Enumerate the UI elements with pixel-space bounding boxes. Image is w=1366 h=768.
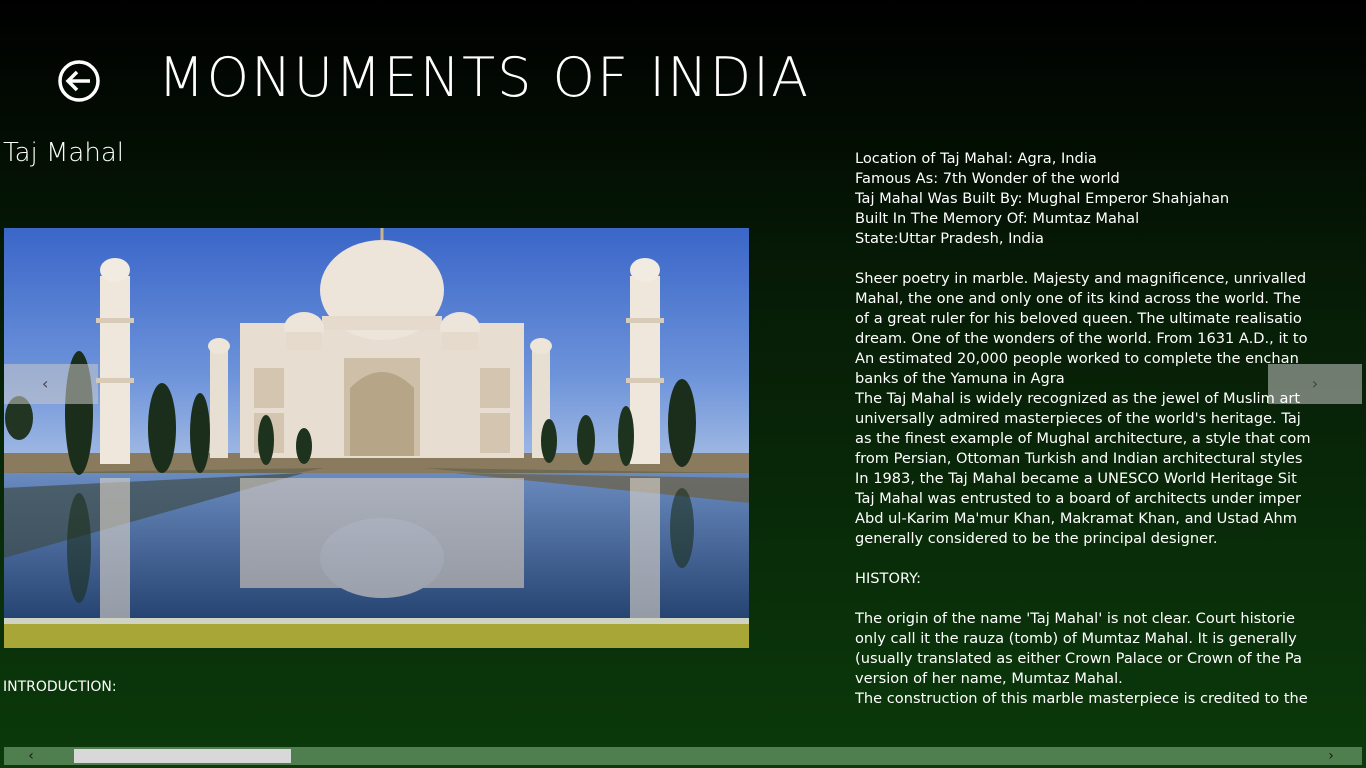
history-line: (usually translated as either Crown Palace or Crown of the Pa [855, 650, 1302, 667]
fact-line: Famous As: 7th Wonder of the world [855, 170, 1120, 187]
scroll-right-button[interactable]: › [1328, 748, 1334, 764]
intro-line: Sheer poetry in marble. Majesty and magnificence, unrivalled [855, 270, 1307, 287]
facts-block [855, 149, 1366, 249]
fact-line: Taj Mahal Was Built By: Mughal Emperor Shahjahan [855, 190, 1230, 207]
back-button[interactable] [51, 59, 101, 99]
flipview-next-button[interactable]: › [1268, 364, 1362, 404]
intro-line: An estimated 20,000 people worked to complete the enchan [855, 350, 1299, 367]
history-line: only call it the rauza (tomb) of Mumtaz Mahal. It is generally [855, 630, 1297, 647]
item-title: Taj Mahal [3, 138, 124, 168]
intro-line: universally admired masterpieces of the world's heritage. Taj [855, 410, 1301, 427]
intro-line: The Taj Mahal is widely recognized as the jewel of Muslim art [855, 390, 1301, 407]
introduction-label: INTRODUCTION: [3, 679, 117, 695]
spacer [855, 249, 1366, 269]
scrollbar-thumb[interactable] [74, 749, 291, 763]
history-line: The origin of the name 'Taj Mahal' is not clear. Court historie [855, 610, 1295, 627]
taj-mahal-image [4, 228, 749, 648]
history-line: version of her name, Mumtaz Mahal. [855, 670, 1123, 687]
intro-line: In 1983, the Taj Mahal became a UNESCO World Heritage Sit [855, 470, 1297, 487]
intro-line: Abd ul-Karim Ma'mur Khan, Makramat Khan, and Ustad Ahm [855, 510, 1297, 527]
flipview-prev-button[interactable]: ‹ [4, 364, 98, 404]
intro-line: from Persian, Ottoman Turkish and Indian architectural styles [855, 450, 1303, 467]
spacer [855, 549, 1366, 569]
intro-line: Mahal, the one and only one of its kind across the world. The [855, 290, 1301, 307]
intro-line: Taj Mahal was entrusted to a board of architects under imper [855, 490, 1301, 507]
history-block [855, 609, 1366, 709]
scroll-left-button[interactable]: ‹ [28, 748, 34, 764]
history-line: The construction of this marble masterpiece is credited to the [855, 690, 1308, 707]
page-title: MONUMENTS OF INDIA [158, 46, 811, 109]
fact-line: State:Uttar Pradesh, India [855, 230, 1044, 247]
back-arrow-circle-icon [51, 59, 107, 103]
intro-line: as the finest example of Mughal architecture, a style that com [855, 430, 1311, 447]
intro-line: dream. One of the wonders of the world. From 1631 A.D., it to [855, 330, 1308, 347]
horizontal-scrollbar[interactable] [4, 747, 1362, 765]
image-flipview[interactable] [4, 228, 749, 648]
details-text [855, 149, 1366, 719]
spacer [855, 589, 1366, 609]
intro-line: banks of the Yamuna in Agra [855, 370, 1065, 387]
intro-line: generally considered to be the principal designer. [855, 530, 1218, 547]
fact-line: Built In The Memory Of: Mumtaz Mahal [855, 210, 1140, 227]
fact-line: Location of Taj Mahal: Agra, India [855, 150, 1097, 167]
intro-line: of a great ruler for his beloved queen. The ultimate realisatio [855, 310, 1302, 327]
intro-block [855, 269, 1366, 549]
history-label: HISTORY: [855, 570, 922, 587]
